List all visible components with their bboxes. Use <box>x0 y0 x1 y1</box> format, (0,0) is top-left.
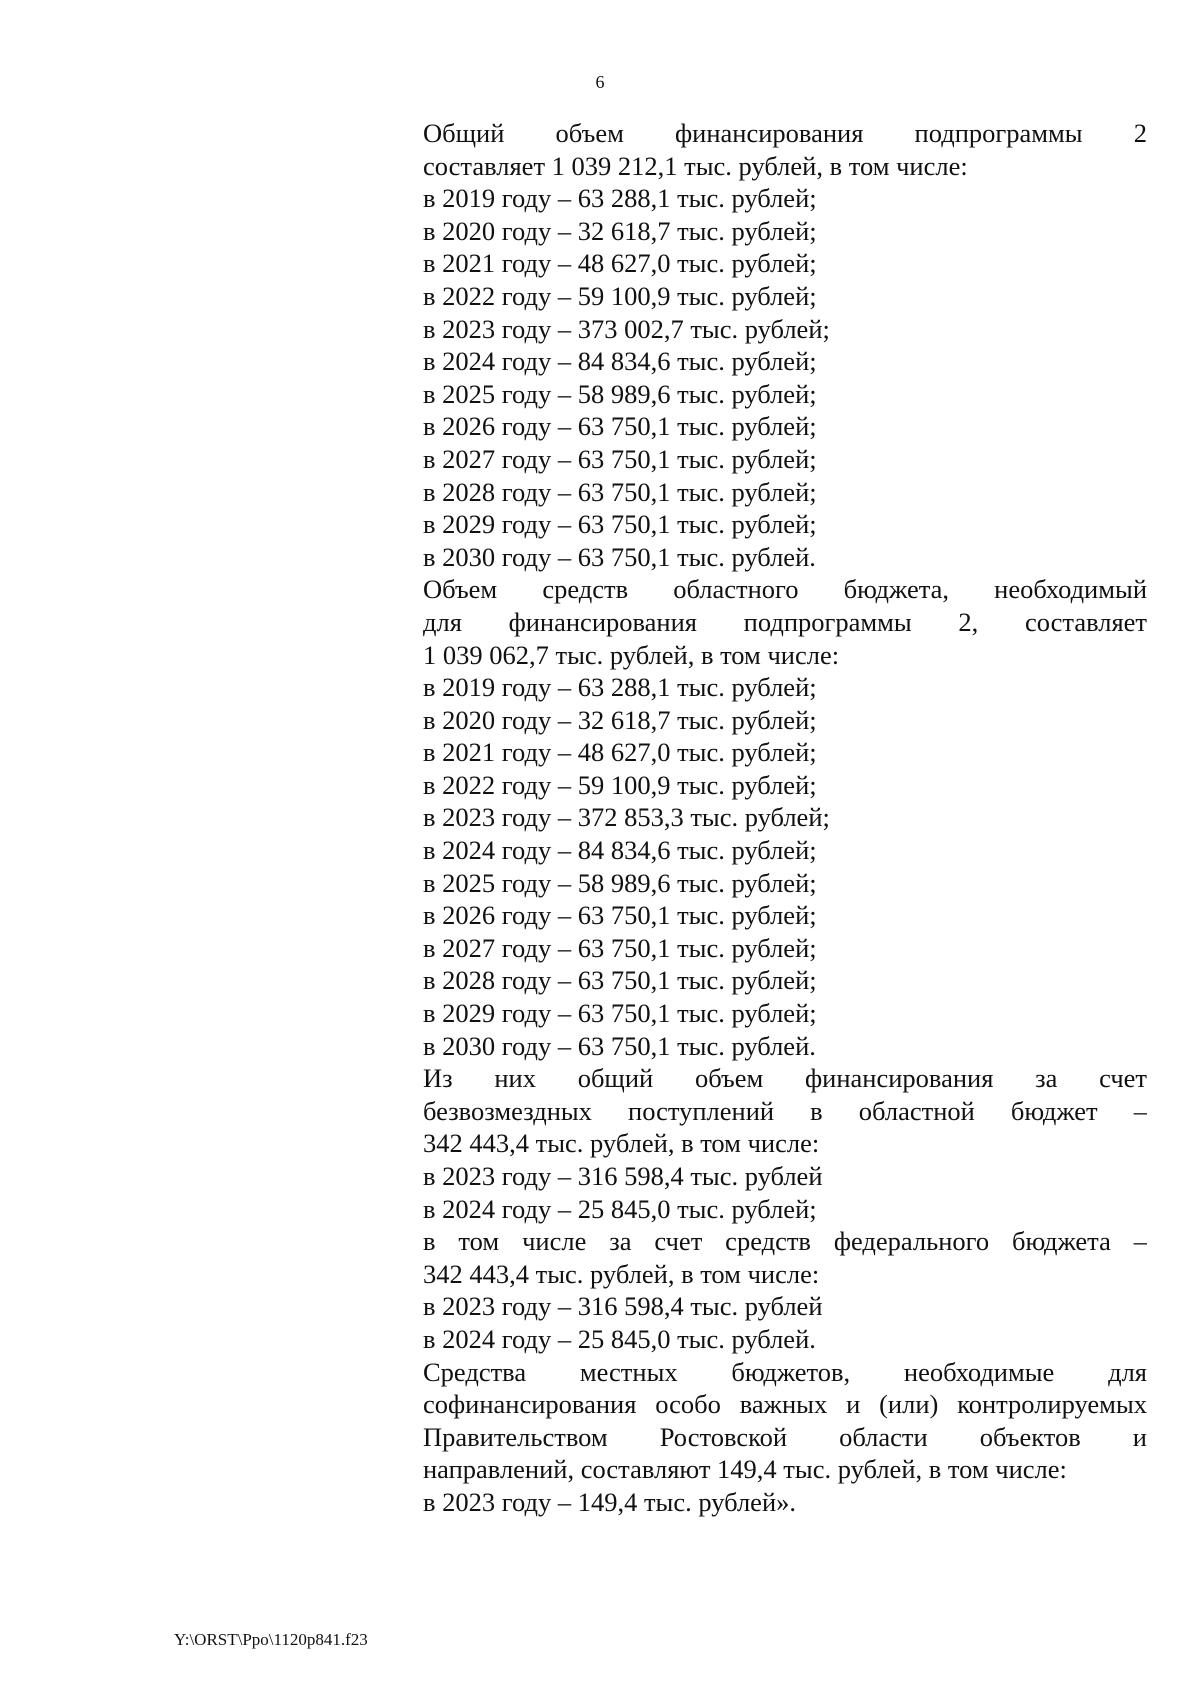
text-line: в 2020 году – 32 618,7 тыс. рублей; <box>423 215 817 246</box>
text-line: 342 443,4 тыс. рублей, в том числе: <box>423 1128 820 1159</box>
text-line: в 2030 году – 63 750,1 тыс. рублей. <box>423 1030 816 1061</box>
text-line: в 2019 году – 63 288,1 тыс. рублей; <box>423 672 817 703</box>
text-line: в 2023 году – 316 598,4 тыс. рублей <box>423 1291 823 1322</box>
text-line: в 2025 году – 58 989,6 тыс. рублей; <box>423 378 817 409</box>
text-line: в 2020 году – 32 618,7 тыс. рублей; <box>423 704 817 735</box>
text-line: Правительством Ростовской области объектов и <box>423 1421 1147 1452</box>
text-line: Из них общий объем финансирования за счет <box>423 1063 1147 1094</box>
text-line: в 2029 году – 63 750,1 тыс. рублей; <box>423 509 817 540</box>
page-number: 6 <box>595 72 605 92</box>
text-line: в 2024 году – 25 845,0 тыс. рублей. <box>423 1323 816 1354</box>
text-line: в 2024 году – 84 834,6 тыс. рублей; <box>423 346 817 377</box>
text-line: в 2028 году – 63 750,1 тыс. рублей; <box>423 965 817 996</box>
text-line: составляет 1 039 212,1 тыс. рублей, в том числе: <box>423 150 968 181</box>
text-line: Объем средств областного бюджета, необходимый <box>423 574 1147 605</box>
text-line: в 2024 году – 25 845,0 тыс. рублей; <box>423 1193 817 1224</box>
text-line: в том числе за счет средств федерального бюджета – <box>423 1226 1147 1257</box>
text-line: в 2023 году – 372 853,3 тыс. рублей; <box>423 802 830 833</box>
text-line: в 2025 году – 58 989,6 тыс. рублей; <box>423 867 817 898</box>
text-line: в 2019 году – 63 288,1 тыс. рублей; <box>423 183 817 214</box>
text-line: направлений, составляют 149,4 тыс. рублей, в том числе: <box>423 1454 1067 1485</box>
text-line: в 2030 году – 63 750,1 тыс. рублей. <box>423 541 816 572</box>
text-line: в 2021 году – 48 627,0 тыс. рублей; <box>423 737 817 768</box>
text-line: для финансирования подпрограммы 2, составляет <box>423 606 1147 637</box>
text-line: в 2024 году – 84 834,6 тыс. рублей; <box>423 835 817 866</box>
text-line: 342 443,4 тыс. рублей, в том числе: <box>423 1258 820 1289</box>
text-line: в 2026 году – 63 750,1 тыс. рублей; <box>423 411 817 442</box>
text-line: Средства местных бюджетов, необходимые для <box>423 1356 1147 1387</box>
document-body <box>423 117 1147 1519</box>
text-line: в 2023 году – 373 002,7 тыс. рублей; <box>423 313 830 344</box>
text-line: в 2021 году – 48 627,0 тыс. рублей; <box>423 248 817 279</box>
text-line: в 2023 году – 149,4 тыс. рублей». <box>423 1486 797 1517</box>
text-line: софинансирования особо важных и (или) контролируемых <box>423 1389 1147 1420</box>
text-line: в 2026 году – 63 750,1 тыс. рублей; <box>423 900 817 931</box>
text-line: безвозмездных поступлений в областной бюджет – <box>423 1095 1147 1126</box>
text-line: в 2028 году – 63 750,1 тыс. рублей; <box>423 476 817 507</box>
text-line: 1 039 062,7 тыс. рублей, в том числе: <box>423 639 840 670</box>
text-line: в 2022 году – 59 100,9 тыс. рублей; <box>423 280 817 311</box>
file-path-footer: Y:\ORST\Ppo\1120p841.f23 <box>174 1630 368 1649</box>
text-line: Общий объем финансирования подпрограммы 2 <box>423 118 1147 148</box>
text-line: в 2027 году – 63 750,1 тыс. рублей; <box>423 443 817 474</box>
text-line: в 2023 году – 316 598,4 тыс. рублей <box>423 1161 823 1191</box>
text-line: в 2029 году – 63 750,1 тыс. рублей; <box>423 998 817 1029</box>
text-line: в 2022 году – 59 100,9 тыс. рублей; <box>423 769 817 800</box>
text-line: в 2027 году – 63 750,1 тыс. рублей; <box>423 932 817 963</box>
